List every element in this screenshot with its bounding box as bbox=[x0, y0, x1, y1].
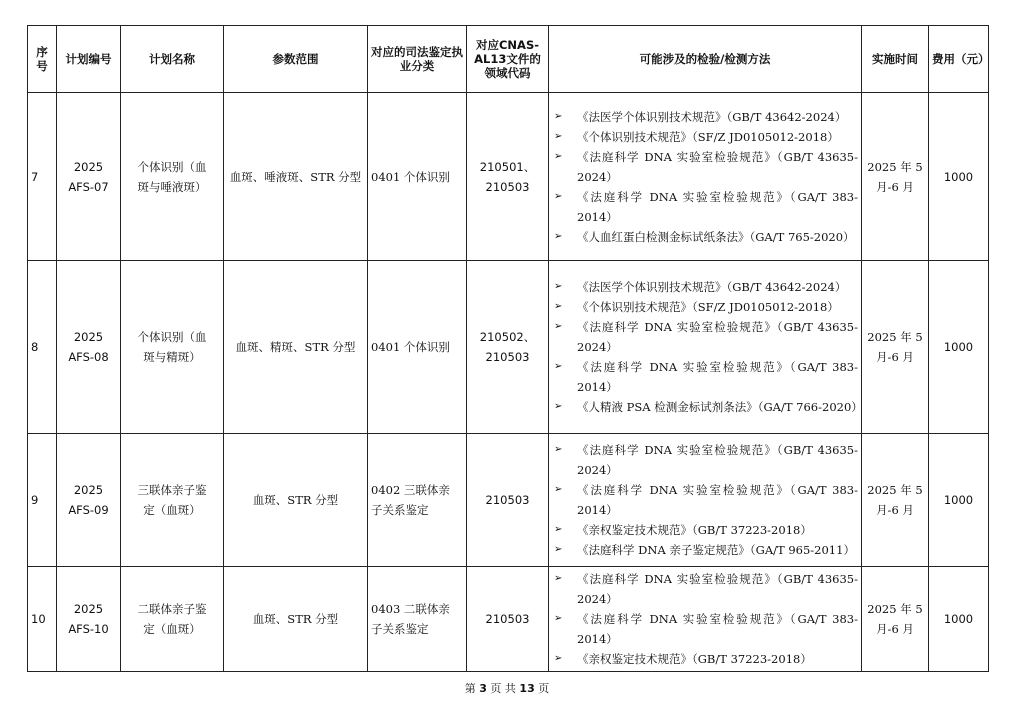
table-row bbox=[28, 261, 989, 434]
judicial_category-line: 0401 个体识别 bbox=[371, 340, 450, 354]
arrowhead-bullet-icon: ➢ bbox=[554, 130, 563, 142]
cnas_code-line: 210503 bbox=[485, 493, 530, 507]
arrowhead-bullet-icon: ➢ bbox=[554, 190, 563, 202]
method-text: 《法医学个体识别技术规范》（GB/T 43642-2024） bbox=[577, 109, 847, 124]
header-plan-name: 计划名称 bbox=[121, 26, 224, 93]
methods-list bbox=[552, 569, 858, 669]
judicial-category-cell bbox=[368, 567, 467, 672]
header-param-range: 参数范围 bbox=[224, 26, 368, 93]
time-cell bbox=[862, 261, 929, 434]
methods-cell bbox=[549, 567, 862, 672]
list-item bbox=[552, 317, 858, 357]
plan-no-cell bbox=[57, 434, 121, 567]
plan-no-cell bbox=[57, 93, 121, 261]
param-range-cell: 血斑、唾液斑、STR 分型 bbox=[224, 93, 368, 261]
method-text: 《人血红蛋白检测金标试纸条法》（GA/T 765-2020） bbox=[577, 229, 855, 244]
arrowhead-bullet-icon: ➢ bbox=[554, 613, 563, 624]
plan_name-line: 二联体亲子鉴 bbox=[137, 602, 207, 616]
header-seq: 序号 bbox=[28, 26, 57, 93]
time-line: 2025 年 5 bbox=[867, 159, 923, 174]
list-item bbox=[552, 357, 858, 397]
plan_no-line: AFS-10 bbox=[68, 622, 109, 636]
plan_no-line: AFS-08 bbox=[68, 350, 109, 364]
plan-name-cell bbox=[121, 93, 224, 261]
plan_no-line: 2025 bbox=[73, 159, 104, 174]
cnas_code-line: 210502、 bbox=[479, 330, 536, 344]
plan_no-line: AFS-07 bbox=[68, 179, 109, 194]
plan_name-line: 个体识别（血 bbox=[137, 159, 207, 174]
arrowhead-bullet-icon: ➢ bbox=[554, 301, 563, 312]
arrowhead-bullet-icon: ➢ bbox=[554, 444, 563, 455]
time-line: 月-6 月 bbox=[876, 350, 914, 364]
list-item bbox=[552, 127, 858, 147]
arrowhead-bullet-icon: ➢ bbox=[554, 484, 563, 495]
footer-middle: 页 共 bbox=[490, 682, 516, 695]
methods-cell bbox=[549, 261, 862, 434]
plan-name-cell bbox=[121, 434, 224, 567]
method-text: 《法庭科学 DNA 实验室检验规范》（GB/T 43635-2024） bbox=[577, 443, 858, 477]
time-line: 月-6 月 bbox=[876, 503, 914, 517]
list-item bbox=[552, 187, 858, 227]
method-text: 《人精液 PSA 检测金标试剂条法》（GA/T 766-2020） bbox=[577, 400, 863, 414]
method-text: 《法庭科学 DNA 实验室检验规范》（GB/T 43635-2024） bbox=[577, 320, 858, 354]
judicial_category-line: 0402 三联体亲 bbox=[371, 483, 450, 497]
footer-suffix: 页 bbox=[538, 682, 550, 695]
footer-total-pages: 13 bbox=[519, 682, 535, 695]
list-item bbox=[552, 609, 858, 649]
list-item bbox=[552, 569, 858, 609]
method-text: 《法庭科学 DNA 实验室检验规范》（GA/T 383-2014） bbox=[577, 483, 858, 517]
methods-cell bbox=[549, 93, 862, 261]
param-range-cell: 血斑、STR 分型 bbox=[224, 567, 368, 672]
method-text: 《法庭科学 DNA 实验室检验规范》（GA/T 383-2014） bbox=[577, 612, 858, 646]
method-text: 《个体识别技术规范》（SF/Z JD0105012-2018） bbox=[577, 300, 839, 314]
methods-list bbox=[552, 277, 863, 417]
plan_name-line: 斑与精斑） bbox=[143, 350, 201, 364]
arrowhead-bullet-icon: ➢ bbox=[554, 544, 563, 555]
cnas-code-cell bbox=[467, 567, 549, 672]
list-item bbox=[552, 440, 858, 480]
list-item bbox=[552, 227, 858, 247]
method-text: 《个体识别技术规范》（SF/Z JD0105012-2018） bbox=[577, 129, 839, 144]
cnas-code-cell bbox=[467, 93, 549, 261]
list-item bbox=[552, 297, 858, 317]
cnas-code-cell bbox=[467, 434, 549, 567]
judicial_category-line: 0401 个体识别 bbox=[371, 169, 450, 184]
methods-cell bbox=[549, 434, 862, 567]
time-cell bbox=[862, 567, 929, 672]
fee-cell: 1000 bbox=[929, 567, 989, 672]
list-item bbox=[552, 540, 858, 560]
table-row bbox=[28, 434, 989, 567]
methods-list bbox=[552, 107, 858, 247]
method-text: 《法庭科学 DNA 实验室检验规范》（GA/T 383-2014） bbox=[577, 360, 858, 394]
judicial-category-cell bbox=[368, 434, 467, 567]
method-text: 《亲权鉴定技术规范》（GB/T 37223-2018） bbox=[577, 652, 812, 666]
header-time: 实施时间 bbox=[862, 26, 929, 93]
arrowhead-bullet-icon: ➢ bbox=[554, 524, 563, 535]
method-text: 《法庭科学 DNA 实验室检验规范》（GA/T 383-2014） bbox=[577, 189, 858, 224]
list-item bbox=[552, 397, 863, 417]
arrowhead-bullet-icon: ➢ bbox=[554, 110, 563, 122]
method-text: 《法医学个体识别技术规范》（GB/T 43642-2024） bbox=[577, 280, 847, 294]
cnas_code-line: 210503 bbox=[485, 179, 530, 194]
plan_no-line: AFS-09 bbox=[68, 503, 109, 517]
method-text: 《法庭科学 DNA 实验室检验规范》（GB/T 43635-2024） bbox=[577, 572, 858, 606]
arrowhead-bullet-icon: ➢ bbox=[554, 573, 563, 584]
arrowhead-bullet-icon: ➢ bbox=[554, 281, 563, 292]
arrowhead-bullet-icon: ➢ bbox=[554, 230, 563, 242]
method-text: 《亲权鉴定技术规范》（GB/T 37223-2018） bbox=[577, 523, 812, 537]
plan-no-cell bbox=[57, 261, 121, 434]
judicial-category-cell bbox=[368, 261, 467, 434]
method-text: 《法庭科学 DNA 实验室检验规范》（GB/T 43635-2024） bbox=[577, 149, 858, 184]
seq-cell: 10 bbox=[28, 567, 57, 672]
methods-list bbox=[552, 440, 858, 560]
time-line: 月-6 月 bbox=[876, 179, 914, 194]
fee-cell: 1000 bbox=[929, 93, 989, 261]
plan_no-line: 2025 bbox=[73, 330, 104, 344]
cnas_code-line: 210503 bbox=[485, 350, 530, 364]
param-range-cell: 血斑、STR 分型 bbox=[224, 434, 368, 567]
judicial_category-line: 子关系鉴定 bbox=[371, 622, 429, 636]
footer-prefix: 第 bbox=[464, 682, 476, 695]
arrowhead-bullet-icon: ➢ bbox=[554, 361, 563, 372]
time-cell bbox=[862, 434, 929, 567]
seq-cell: 9 bbox=[28, 434, 57, 567]
plan-no-cell bbox=[57, 567, 121, 672]
header-judicial-category: 对应的司法鉴定执业分类 bbox=[368, 26, 467, 93]
arrowhead-bullet-icon: ➢ bbox=[554, 150, 563, 162]
list-item bbox=[552, 649, 858, 669]
list-item bbox=[552, 277, 858, 297]
plan_no-line: 2025 bbox=[73, 483, 104, 497]
plan-name-cell bbox=[121, 261, 224, 434]
header-fee: 费用（元） bbox=[929, 26, 989, 93]
table-row bbox=[28, 567, 989, 672]
time-line: 2025 年 5 bbox=[867, 330, 923, 344]
list-item bbox=[552, 520, 858, 540]
param-range-cell: 血斑、精斑、STR 分型 bbox=[224, 261, 368, 434]
plan_name-line: 定（血斑） bbox=[143, 622, 201, 636]
cnas_code-line: 210503 bbox=[485, 612, 530, 626]
seq-cell: 8 bbox=[28, 261, 57, 434]
arrowhead-bullet-icon: ➢ bbox=[554, 321, 563, 332]
list-item bbox=[552, 107, 858, 127]
plan_name-line: 个体识别（血 bbox=[137, 330, 207, 344]
plan-name-cell bbox=[121, 567, 224, 672]
page-footer bbox=[0, 680, 1014, 696]
cnas_code-line: 210501、 bbox=[479, 159, 536, 174]
judicial_category-line: 0403 二联体亲 bbox=[371, 602, 450, 616]
header-methods: 可能涉及的检验/检测方法 bbox=[549, 26, 862, 93]
time-cell bbox=[862, 93, 929, 261]
fee-cell: 1000 bbox=[929, 434, 989, 567]
plan_name-line: 斑与唾液斑） bbox=[137, 179, 207, 194]
seq-cell: 7 bbox=[28, 93, 57, 261]
time-line: 月-6 月 bbox=[876, 622, 914, 636]
arrowhead-bullet-icon: ➢ bbox=[554, 401, 563, 412]
header-plan-no: 计划编号 bbox=[57, 26, 121, 93]
cnas-code-cell bbox=[467, 261, 549, 434]
judicial-category-cell bbox=[368, 93, 467, 261]
time-line: 2025 年 5 bbox=[867, 602, 923, 616]
plan-table bbox=[27, 25, 989, 672]
arrowhead-bullet-icon: ➢ bbox=[554, 653, 563, 664]
table-row bbox=[28, 93, 989, 261]
time-line: 2025 年 5 bbox=[867, 483, 923, 497]
header-cnas-code: 对应CNAS-AL13文件的领域代码 bbox=[467, 26, 549, 93]
list-item bbox=[552, 480, 858, 520]
plan_name-line: 定（血斑） bbox=[143, 503, 201, 517]
table-header-row bbox=[28, 26, 989, 93]
plan_no-line: 2025 bbox=[73, 602, 104, 616]
footer-current-page: 3 bbox=[479, 682, 487, 695]
fee-cell: 1000 bbox=[929, 261, 989, 434]
method-text: 《法庭科学 DNA 亲子鉴定规范》（GA/T 965-2011） bbox=[577, 543, 855, 557]
judicial_category-line: 子关系鉴定 bbox=[371, 503, 429, 517]
plan_name-line: 三联体亲子鉴 bbox=[137, 483, 207, 497]
list-item bbox=[552, 147, 858, 187]
